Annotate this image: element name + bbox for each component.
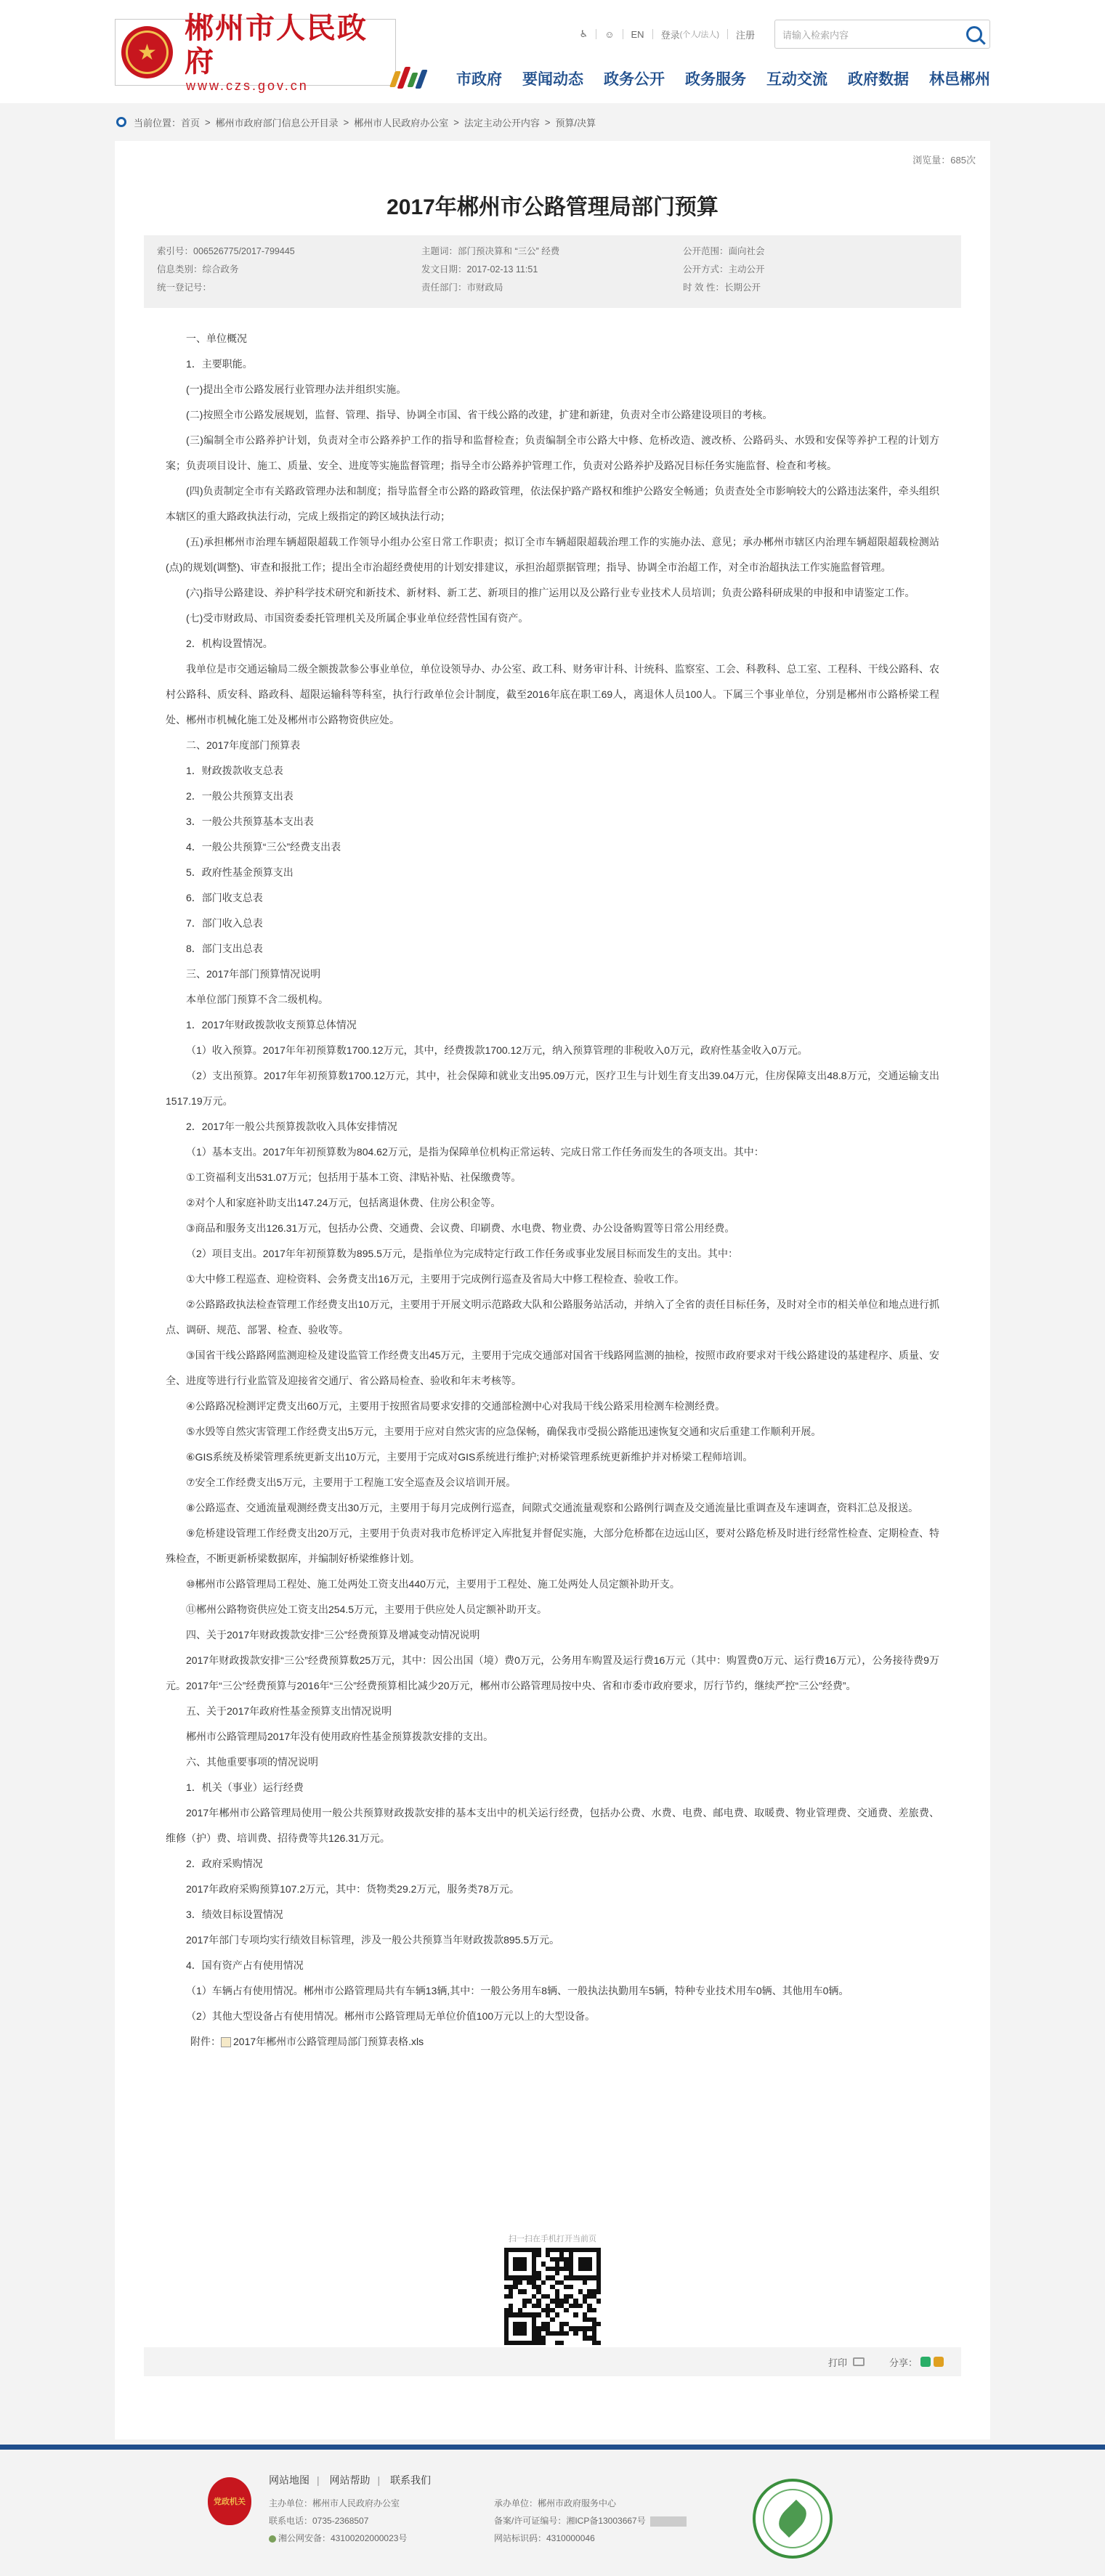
breadcrumb-separator: >	[343, 116, 349, 128]
article-paragraph: 6．部门收支总表	[186, 892, 263, 903]
site-header	[0, 0, 1105, 103]
article-paragraph: 2017年政府采购预算107.2万元，其中：货物类29.2万元，服务类78万元。	[186, 1883, 519, 1895]
breadcrumb-current[interactable]: 预算/决算	[555, 117, 596, 129]
location-pin-icon	[116, 117, 126, 127]
site-url: www.czs.gov.cn	[186, 78, 309, 93]
article-paragraph: 2．2017年一般公共预算拨款收入具体安排情况	[186, 1121, 397, 1132]
article-paragraph: ③商品和服务支出126.31万元，包括办公费、交通费、会议费、印刷费、水电费、物业费、办公设备购置等日常公用经费。	[186, 1222, 735, 1234]
article-paragraph: 3．一般公共预算基本支出表	[186, 816, 314, 827]
national-emblem-icon: ★	[121, 26, 173, 78]
article-paragraph: 一、单位概况	[186, 333, 247, 344]
article-paragraph: 2017年部门专项均实行绩效目标管理，涉及一般公共预算当年财政拨款895.5万元。	[186, 1934, 560, 1946]
metadata-field: 公开方式：主动公开	[683, 264, 765, 275]
nav-item-city-government[interactable]: 市政府	[456, 71, 502, 88]
register-link[interactable]: 注册	[735, 29, 755, 41]
article-paragraph: ⑤水毁等自然灾害管理工作经费支出5万元，主要用于应对自然灾害的应急保畅，确保我市受损公路能迅速恢复交通和灾后重建工作顺利开展。	[186, 1426, 822, 1437]
article-paragraph: 8．部门支出总表	[186, 943, 263, 954]
accessibility-link[interactable]: ♿︎	[579, 28, 588, 39]
nav-item-government-affairs[interactable]: 政务公开	[604, 71, 665, 88]
metadata-field: 主题词：部门预决算和 “三公” 经费	[421, 246, 560, 256]
article-paragraph: （2）其他大型设备占有使用情况。郴州市公路管理局无单位价值100万元以上的大型设备。	[186, 2010, 596, 2022]
article-paragraph: 六、其他重要事项的情况说明	[186, 1756, 318, 1768]
article-paragraph: (五)承担郴州市治理车辆超限超载工作领导小组办公室日常工作职责；拟订全市车辆超限超载治理工作的实施办法、意见；承办郴州市辖区内治理车辆超限超载检测站(点)的规划(调整)、审查和报批工作；提出全市治超经费使用的计划安排建议，承担治超票据管理；指导、协调全市治超工作，对全市治超执法工作实施监督管理。	[166, 536, 939, 573]
icp-logo-icon	[650, 2516, 687, 2527]
english-link[interactable]: EN	[631, 28, 644, 40]
nav-item-linyi-chenzhou[interactable]: 林邑郴州	[929, 71, 990, 88]
excel-file-icon	[221, 2037, 231, 2047]
article-paragraph: ⑦安全工作经费支出5万元，主要用于工程施工安全巡查及会议培训开展。	[186, 1476, 517, 1488]
article-paragraph: 五、关于2017年政府性基金预算支出情况说明	[186, 1705, 392, 1717]
top-toolbar	[572, 19, 990, 49]
article-paragraph: 2．机构设置情况。	[186, 638, 273, 649]
site-footer	[0, 2445, 1105, 2576]
footer-phone: 联系电话：0735-2368507	[269, 2516, 369, 2526]
article-paragraph: 4．国有资产占有使用情况	[186, 1959, 304, 1971]
attachment-link[interactable]: 2017年郴州市公路管理局部门预算表格.xls	[233, 2036, 424, 2047]
metadata-field: 发文日期：2017-02-13 11:51	[421, 264, 538, 275]
footer-links	[269, 2473, 431, 2487]
article-paragraph: ⑥GIS系统及桥梁管理系统更新支出10万元，主要用于完成对GIS系统进行维护;对桥梁管理系统更新维护并对桥梁工程师培训。	[186, 1451, 753, 1463]
print-button[interactable]: 打印	[827, 2357, 847, 2368]
article-paragraph: （1）收入预算。2017年年初预算数1700.12万元，其中，经费拨款1700.12万元，纳入预算管理的非税收入0万元，政府性基金收入0万元。	[186, 1044, 808, 1056]
footer-link-help[interactable]: 网站帮助	[329, 2474, 371, 2486]
login-link[interactable]	[661, 28, 719, 41]
article-paragraph: (四)负责制定全市有关路政管理办法和制度；指导监督全市公路的路政管理，依法保护路产路权和维护公路安全畅通；负责查处全市影响较大的公路违法案件，牵头组织本辖区的重大路政执法行动，完成上级指定的跨区域执法行动；	[166, 485, 939, 522]
article-paragraph: 2．一般公共预算支出表	[186, 790, 294, 802]
login-label: 登录	[660, 29, 680, 41]
site-logo[interactable]	[115, 10, 396, 93]
article-card	[115, 141, 990, 2439]
article-paragraph: 1．机关（事业）运行经费	[186, 1781, 304, 1793]
breadcrumb	[115, 103, 990, 141]
divider	[652, 29, 653, 39]
footer-icp	[494, 2512, 734, 2530]
metadata-field: 信息类别：综合政务	[157, 264, 239, 275]
login-hint: (个人/法人)	[679, 31, 719, 39]
article-paragraph: ④公路路况检测评定费支出60万元，主要用于按照省局要求安排的交通部检测中心对我局干线公路采用检测车检测经费。	[186, 1400, 726, 1412]
article-paragraph: 7．部门收入总表	[186, 917, 263, 929]
main-nav	[388, 64, 990, 93]
attachment	[166, 2029, 939, 2055]
breadcrumb-label: 当前位置：	[134, 117, 182, 129]
article-paragraph: (一)提出全市公路发展行业管理办法并组织实施。	[186, 383, 407, 395]
article-paragraph: 2．政府采购情况	[186, 1858, 263, 1869]
metadata-field: 公开范围：面向社会	[683, 246, 765, 256]
wechat-share-icon[interactable]	[920, 2357, 931, 2367]
article-paragraph: ②对个人和家庭补助支出147.24万元，包括离退休费、住房公积金等。	[186, 1197, 501, 1208]
article-paragraph: (七)受市财政局、市国资委委托管理机关及所属企事业单位经营性国有资产。	[186, 612, 529, 624]
article-paragraph: ②公路路政执法检查管理工作经费支出10万元，主要用于开展文明示范路政大队和公路服务站活动，并纳入了全省的责任目标任务，及时对全市的相关单位和地点进行抓点、调研、规范、部署、检查、验收等。	[166, 1299, 939, 1336]
article-paragraph: 三、2017年部门预算情况说明	[186, 968, 321, 980]
article-paragraph: ①大中修工程巡查、迎检资料、会务费支出16万元，主要用于完成例行巡查及省局大中修工程检查、验收工作。	[186, 1273, 685, 1285]
breadcrumb-office[interactable]: 郴州市人民政府办公室	[354, 117, 449, 129]
view-count: 浏览量：685次	[912, 155, 976, 166]
nav-item-news[interactable]: 要闻动态	[522, 71, 583, 88]
article-paragraph: ⑪郴州公路物资供应处工资支出254.5万元，主要用于供应处人员定额补助开支。	[186, 1604, 548, 1615]
leaf-icon	[774, 2500, 811, 2538]
article-paragraph: (三)编制全市公路养护计划，负责对全市公路养护工作的指导和监督检查；负责编制全市公路大中修、危桥改造、渡改桥、公路码头、水毁和安保等养护工程的计划方案；负责项目设计、施工、质量、安全、进度等实施监督管理；指导全市公路养护管理工作，负责对公路养护及路况目标任务实施监督、检查和考核。	[166, 434, 939, 471]
nav-item-government-data[interactable]: 政府数据	[848, 71, 909, 88]
footer-sponsor: 主办单位：郴州市人民政府办公室	[269, 2498, 400, 2508]
article-paragraph: 3．绩效目标设置情况	[186, 1909, 283, 1920]
article-paragraph: ①工资福利支出531.07万元；包括用于基本工资、津贴补贴、社保缴费等。	[186, 1171, 522, 1183]
attachment-label: 附件：	[190, 2036, 221, 2047]
article-body	[166, 326, 939, 2055]
elderly-care-link[interactable]: ☺	[604, 28, 615, 40]
printer-icon[interactable]	[853, 2357, 865, 2366]
metadata-field: 统一登记号：	[157, 283, 212, 293]
search-box[interactable]	[774, 20, 990, 49]
article-paragraph: ⑨危桥建设管理工作经费支出20万元，主要用于负责对我市危桥评定入库批复并督促实施，大部分危桥都在边远山区，要对公路危桥及时进行经常性检查、定期检查、特殊检查，不断更新桥梁数据库，并编制好桥梁维修计划。	[166, 1527, 939, 1564]
divider: |	[377, 2474, 381, 2486]
article-paragraph: ⑧公路巡查、交通流量观测经费支出30万元，主要用于每月完成例行巡查，间隙式交通流量观察和公路例行调查及交通流量比重调查及车速调查，资料汇总及报送。	[186, 1502, 919, 1513]
breadcrumb-separator: >	[453, 116, 459, 128]
article-paragraph: （2）支出预算。2017年年初预算数1700.12万元，其中，社会保障和就业支出95.09万元，医疗卫生与计划生育支出39.04万元，住房保障支出48.8万元，交通运输支出1517.19万元。	[166, 1070, 939, 1107]
breadcrumb-separator: >	[205, 116, 211, 128]
party-government-badge-icon[interactable]	[208, 2477, 251, 2525]
article-paragraph: （1）车辆占有使用情况。郴州市公路管理局共有车辆13辆,其中：一般公务用车8辆、一般执法执勤用车5辆，特种专业技术用车0辆、其他用车0辆。	[186, 1985, 849, 1996]
article-paragraph: 郴州市公路管理局2017年没有使用政府性基金预算拨款安排的支出。	[186, 1731, 494, 1742]
share-label: 分享：	[889, 2357, 918, 2368]
article-paragraph: 5．政府性基金预算支出	[186, 866, 294, 878]
breadcrumb-separator: >	[544, 116, 551, 128]
qr-caption: 扫一扫在手机打开当前页	[509, 2235, 596, 2243]
footer-icp-text[interactable]: 备案/许可证编号：湘ICP备13003667号	[494, 2516, 646, 2526]
article-paragraph: 我单位是市交通运输局二级全额拨款参公事业单位，单位设领导办、办公室、政工科、财务审计科、计统科、监察室、工会、科教科、总工室、工程科、干线公路科、农村公路科、质安科、路政科、超限运输科等科室，执行行政单位会计制度，截至2016年底在职工69人，离退休人员100人。下属三个事业单位，分别是郴州市公路桥梁工程处、郴州市机械化施工处及郴州市公路物资供应处。	[166, 663, 939, 726]
breadcrumb-directory[interactable]: 郴州市政府部门信息公开目录	[215, 117, 339, 129]
document-metadata	[144, 235, 961, 308]
footer-link-contact[interactable]: 联系我们	[390, 2474, 432, 2486]
article-paragraph: 本单位部门预算不含二级机构。	[186, 994, 328, 1005]
footer-link-sitemap[interactable]: 网站地图	[269, 2474, 309, 2486]
police-badge-icon	[269, 2535, 276, 2543]
site-title: 郴州市人民政府	[185, 10, 368, 78]
article-paragraph: 4．一般公共预算“三公”经费支出表	[186, 841, 341, 853]
page-title: 2017年郴州市公路管理局部门预算	[386, 195, 719, 219]
government-website-badge-icon[interactable]	[753, 2479, 833, 2559]
article-paragraph: 1．主要职能。	[186, 358, 253, 370]
metadata-field: 时 效 性：长期公开	[683, 283, 761, 293]
share-bar	[144, 2347, 961, 2376]
qr-code	[504, 2248, 602, 2345]
article-paragraph: （2）项目支出。2017年年初预算数为895.5万元，是指单位为完成特定行政工作任务或事业发展目标而发生的支出。其中：	[186, 1248, 738, 1259]
metadata-field: 责任部门：市财政局	[421, 283, 503, 293]
weibo-share-icon[interactable]	[934, 2357, 944, 2367]
footer-site-code: 网站标识码：4310000046	[494, 2533, 595, 2543]
breadcrumb-home[interactable]: 首页	[181, 117, 201, 129]
article-paragraph: 1．2017年财政拨款收支预算总体情况	[186, 1019, 357, 1031]
search-input[interactable]: 请输入检索内容	[782, 29, 849, 41]
qr-section	[115, 2232, 990, 2345]
article-paragraph: 2017年财政拨款安排“三公”经费预算数25万元，其中：因公出国（境）费0万元，公务用车购置及运行费16万元（其中：购置费0万元、运行费16万元），公务接待费9万元。2017年“三公”经费预算与2016年“三公”经费预算相比减少20万元，郴州市公路管理局按中央、省和市委市政府要求，厉行节约，继续严控“三公”经费”。	[166, 1654, 939, 1691]
breadcrumb-category[interactable]: 法定主动公开内容	[464, 117, 540, 129]
footer-police-record	[269, 2530, 494, 2547]
article-paragraph: 二、2017年度部门预算表	[186, 739, 301, 751]
metadata-field: 索引号：006526775/2017-799445	[157, 246, 295, 256]
article-paragraph: （1）基本支出。2017年年初预算数为804.62万元，是指为保障单位机构正常运转、完成日常工作任务而发生的各项支出。其中：	[186, 1146, 764, 1158]
article-paragraph: ③国省干线公路路网监测迎检及建设监管工作经费支出45万元，主要用于完成交通部对国省干线路网监测的抽检，按照市政府要求对干线公路建设的基建程序、质量、安全、进度等进行行业监管及迎接省交通厅、省公路局检查、验收和年末考核等。	[166, 1349, 939, 1386]
article-paragraph: 1．财政拨款收支总表	[186, 765, 283, 776]
search-icon[interactable]	[966, 26, 982, 42]
article-paragraph: ⑩郴州市公路管理局工程处、施工处两处工资支出440万元，主要用于工程处、施工处两处人员定额补助开支。	[186, 1578, 680, 1590]
article-paragraph: 2017年郴州市公路管理局使用一般公共预算财政拨款安排的基本支出中的机关运行经费，包括办公费、水费、电费、邮电费、取暖费、物业管理费、交通费、差旅费、维修（护）费、培训费、招待费等共126.31万元。	[166, 1807, 939, 1844]
article-paragraph: 四、关于2017年财政拨款安排“三公”经费预算及增减变动情况说明	[186, 1629, 480, 1641]
divider: |	[317, 2474, 320, 2486]
article-paragraph: (六)指导公路建设、养护科学技术研究和新技术、新材料、新工艺、新项目的推广运用以及公路行业专业技术人员培训；负责公路科研成果的申报和申请鉴定工作。	[186, 587, 915, 598]
divider	[727, 29, 728, 39]
nav-item-interaction[interactable]: 互动交流	[766, 71, 827, 88]
footer-police-text[interactable]: 湘公网安备：43100202000023号	[278, 2533, 408, 2543]
article-paragraph: (二)按照全市公路发展规划，监督、管理、指导、协调全市国、省干线公路的改建，扩建和新建，负责对全市公路建设项目的考核。	[186, 409, 773, 420]
footer-organizer: 承办单位：郴州市政府服务中心	[494, 2498, 617, 2508]
nav-item-government-services[interactable]: 政务服务	[685, 71, 746, 88]
footer-info	[269, 2495, 734, 2547]
badge-label: 党政机关	[214, 2498, 246, 2506]
nav-decoration-icon	[388, 64, 429, 93]
